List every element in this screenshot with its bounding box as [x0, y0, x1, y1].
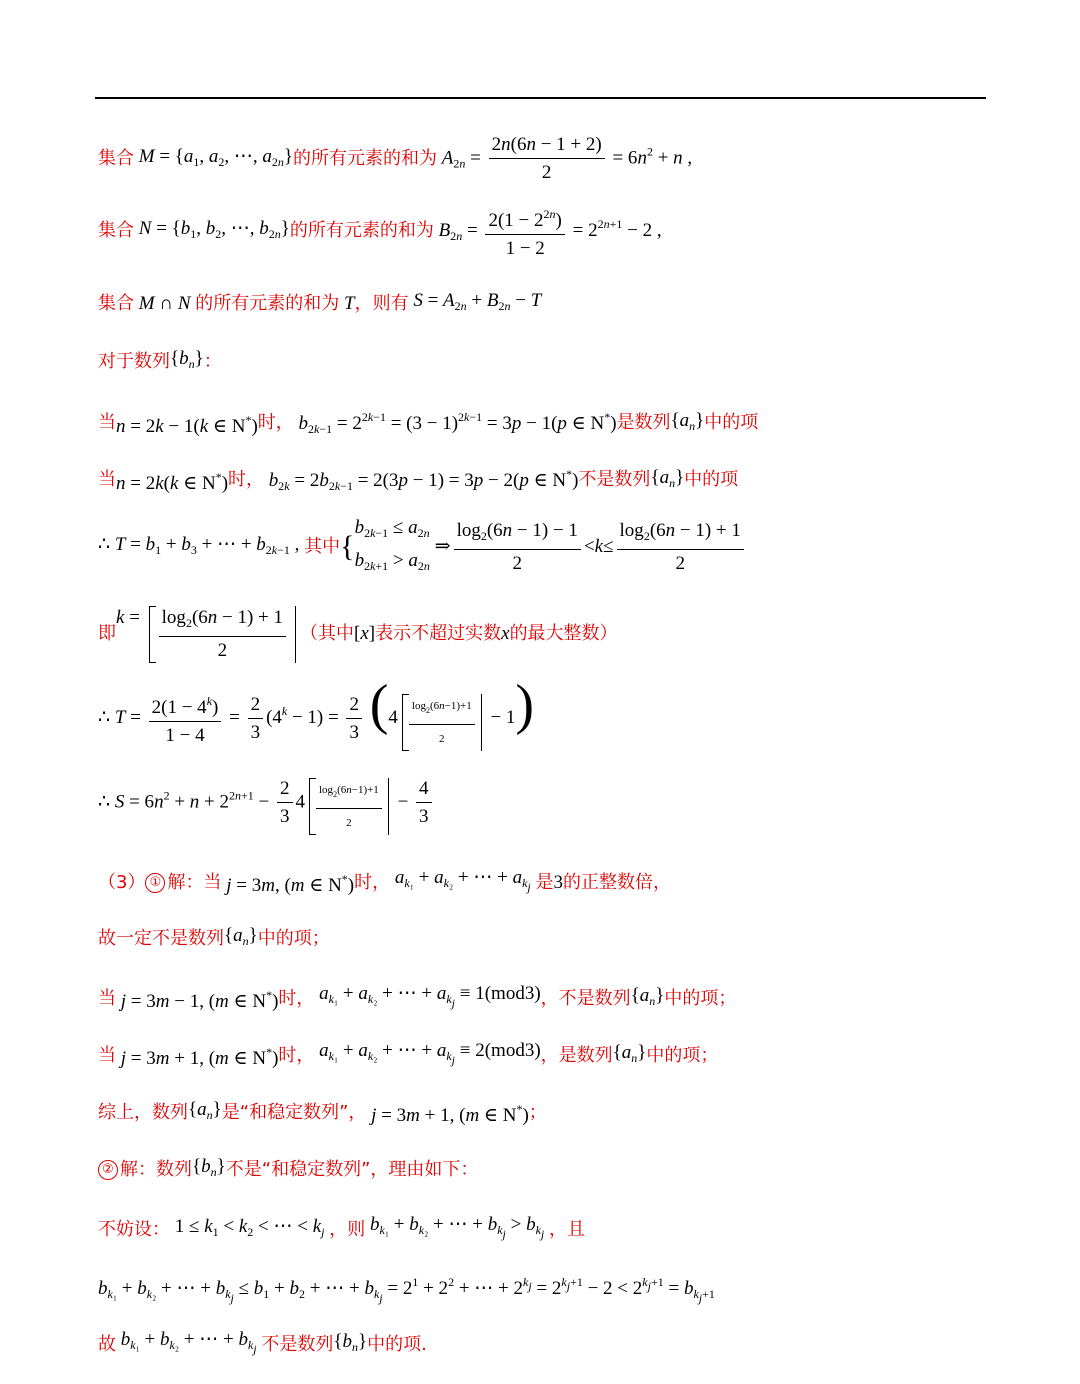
line-odd-case: 当 n = 2k − 1(k ∈ N*) 时， $b_{2k-1} = 2^{2k-1} = (3 - 1)^{2k-1} = 3p - 1(p$ ∈ N*) 是数列 $\{a_n\}$ 中的项 — [98, 409, 759, 437]
line-assumption: 不妨设： $1 \le k_1 < k_2$ < ⋯ < $k_j$ ，则 $b_{k_1} + b_{k_2}$ + ⋯ + $b_{k_j} > b_{k_j}$ ，且 — [98, 1214, 585, 1241]
line-case-mod2: 当 j = 3m + 1, (m ∈ N*) 时， $a_{k_1} + a_{k_2}$ + ⋯ + $a_{k_j} \equiv 2(mod3)$ ，是数列 $\{a_n\}$ 中的项； — [98, 1040, 719, 1069]
line-inequality-chain: $b_{k_1} + b_{k_2}$ + ⋯ + $b_{k_j} \le b_1 + b_2$ + ⋯ + $b_{k_j} = 2^1 + 2^2$ + ⋯ + $2^{k_j} = 2^{k_j+1} - 2 < 2^{k_j+1} = b_{k_j+1}$ — [98, 1275, 715, 1305]
line-part2-bn: ② 解：数列 $\{b_n\}$ 不是“和稳定数列”，理由如下： — [98, 1155, 478, 1184]
header-rule — [95, 97, 986, 99]
math-a2n: $A_{2n}$ = $\frac{2n(6n - 1 + 2)}{2}$ = $6n^2 + n$ , — [441, 134, 693, 183]
line-sequence-bn: 对于数列 $\{b_n\}$ ： — [98, 348, 222, 372]
line-final-conclusion: 故 $b_{k_1} + b_{k_2}$ + ⋯ + $b_{k_j}$ 不是数列 $\{b_n\}$ 中的项. — [98, 1329, 427, 1356]
line-part3-case1: （3） ① 解：当 j = 3m, (m ∈ N*) 时， $a_{k_1} + a_{k_2}$ + ⋯ + $a_{k_j}$ 是 3 的正整数倍， — [98, 867, 671, 896]
line-set-m-sum: 集合 $M = \{a_1$, $a_2$, ⋯, $a_{2n}$} 的所有元素的和为 $A_{2n}$ = $\frac{2n(6n - 1 + 2)}{2}$ = $6n^2 + n$ , — [98, 134, 693, 183]
line-case-mod1: 当 j = 3m − 1, (m ∈ N*) 时， $a_{k_1} + a_{k_2}$ + ⋯ + $a_{k_j} \equiv 1(mod3)$ ，不是数列 $\{a_n\}$ 中的项； — [98, 983, 737, 1012]
line-even-case: 当 n = 2k(k ∈ N*) 时， $b_{2k} = 2b_{2k-1} = 2(3p - 1) = 3p - 2(p$ ∈ N*) 不是数列 $\{a_n\}$ 中的项 — [98, 466, 739, 494]
circled-1-marker: ① — [145, 873, 165, 893]
circled-2-marker: ② — [98, 1160, 118, 1180]
math-b2n: $B_{2n}$ = $\frac{2(1 - 2^{2n})}{1 - 2}$ = $2^{2n+1} - 2$ , — [434, 202, 662, 261]
line-conclusion-an: 综上，数列 $\{a_n\}$ 是“和稳定数列”， j = 3m + 1, (m ∈ N*) ； — [98, 1099, 547, 1126]
line-t-sum-condition: ∴ $T = b_1 + b_3$ + ⋯ + $b_{2k-1}$ , 其中 { $b_{2k-1} \le a_{2n}$ $b_{2k+1} > a_{2n}$ ⇒ $\frac{\log_2(6n - 1) - 1}{2}$ < k ≤ $\frac{\log_2(6n - 1) + 1}{2}$ — [98, 518, 747, 576]
line-s-value: ∴ $S = 6n^2 + n + 2^{2n+1}$ − $\frac{2}{3}$ 4 $\frac{\log_2(6n-1)+1}{2}$ − $\frac{4}{3}$ — [98, 786, 435, 840]
line-intersection: 集合 M ∩ N 的所有元素的和为 T ，则有 $S = A_{2n} + B_{2n} - T$ — [98, 290, 542, 314]
line-k-floor: 即 k = $\frac{\log_2(6n - 1) + 1}{2}$ （其中 [x] 表示不超过实数 x 的最大整数） — [98, 606, 618, 661]
line-t-value: ∴ T = $\frac{2(1 - 4^k)}{1 - 4}$ = $\frac{2}{3}$ $(4^k - 1)$ = $\frac{2}{3}$ (4 $\frac{\log_2(6n-1)+1}{2}$ − 1) — [98, 688, 534, 754]
math-set-m: $M = \{a_1$, $a_2$, ⋯, $a_{2n}$} — [138, 145, 294, 169]
math-set-n: $N = \{b_1$, $b_2$, ⋯, $b_{2n}$} — [138, 217, 290, 241]
line-set-n-sum: 集合 $N = \{b_1$, $b_2$, ⋯, $b_{2n}$} 的所有元素的和为 $B_{2n}$ = $\frac{2(1 - 2^{2n})}{1 - 2}$ = $2^{2n+1} - 2$ , — [98, 207, 662, 255]
line-not-term: 故一定不是数列 $\{a_n\}$ 中的项； — [98, 925, 330, 949]
